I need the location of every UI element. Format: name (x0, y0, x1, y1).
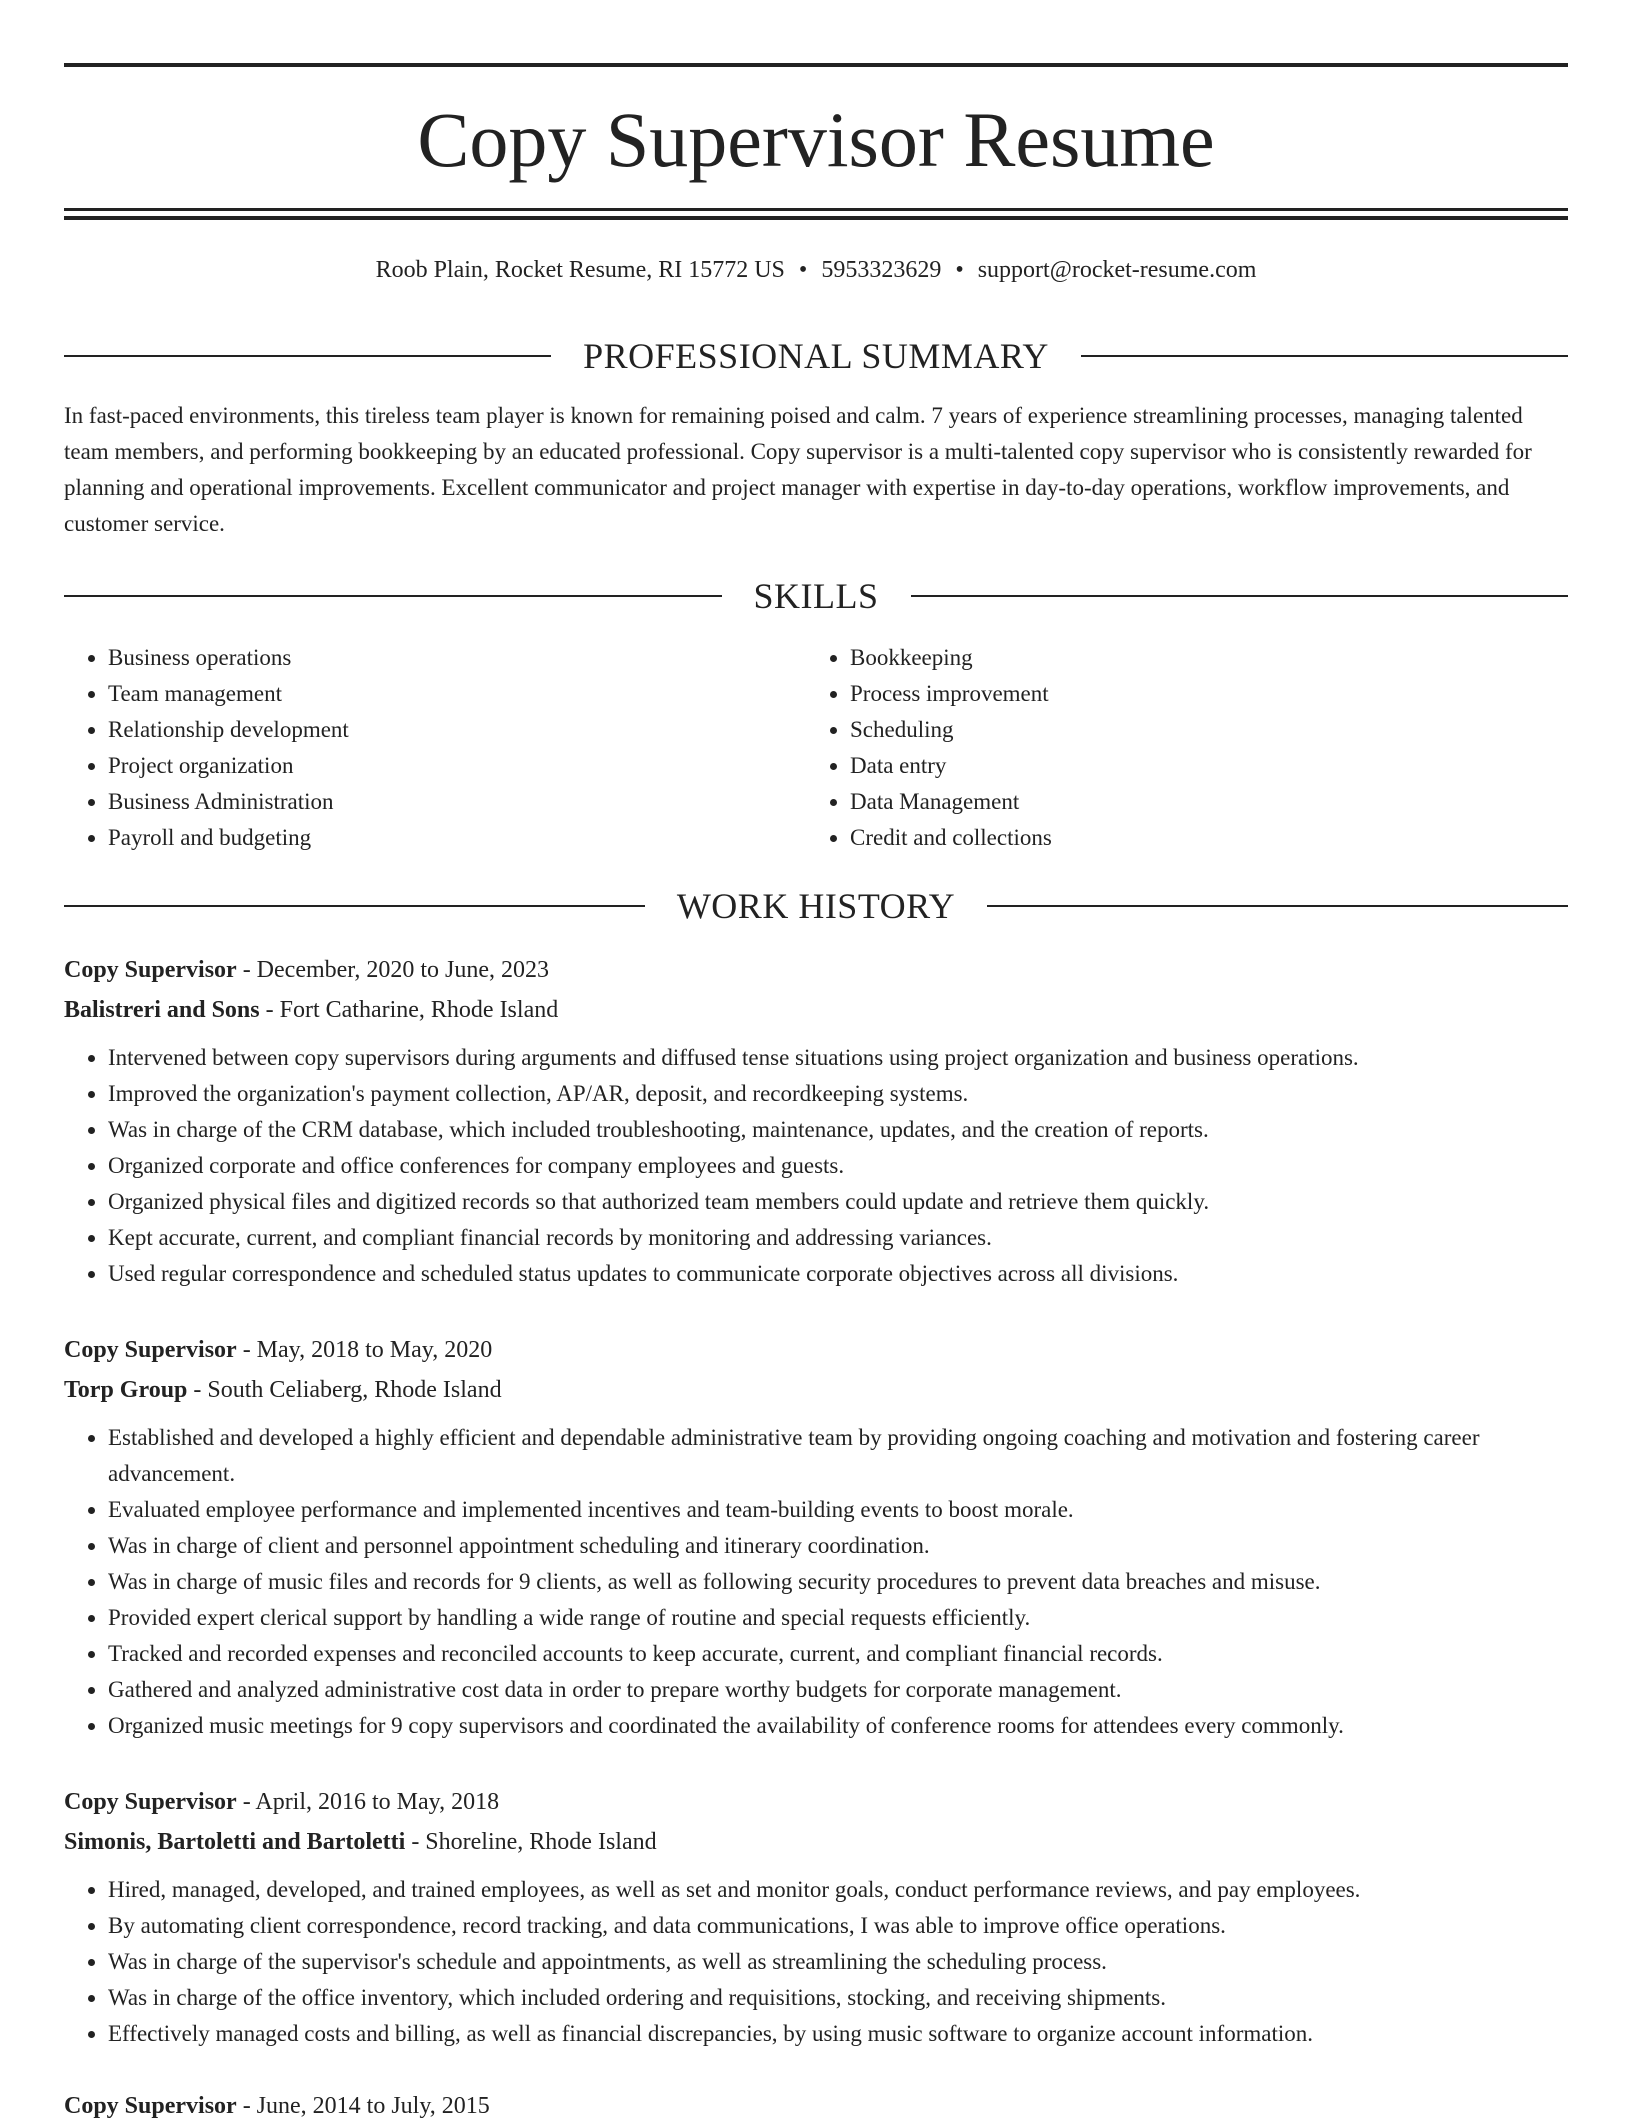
skill-item: • Process improvement (850, 676, 1548, 712)
job-bullet: • Was in charge of the CRM database, which included troubleshooting, maintenance, updates, and the creation of reports. (108, 1112, 1568, 1148)
job-bullet: • Evaluated employee performance and implemented incentives and team-building events to boost morale. (108, 1492, 1568, 1528)
job-dates: - December, 2020 to June, 2023 (236, 957, 549, 983)
skill-item: • Data Management (850, 784, 1548, 820)
job-dates: - May, 2018 to May, 2020 (236, 1337, 493, 1363)
job-bullet: • Was in charge of client and personnel appointment scheduling and itinerary coordination. (108, 1528, 1568, 1564)
contact-line (64, 252, 1568, 288)
job-bullet: • Organized physical files and digitized records so that authorized team members could update and retrieve them quickly. (108, 1184, 1568, 1220)
heading-rule-left (64, 355, 551, 357)
contact-separator: • (798, 257, 808, 283)
skill-item: • Team management (108, 676, 806, 712)
job-bullet: • Organized corporate and office conferences for company employees and guests. (108, 1148, 1568, 1184)
job-bullet: • Intervened between copy supervisors during arguments and diffused tense situations using project organization and business operations. (108, 1040, 1568, 1076)
job-bullet: • Kept accurate, current, and compliant financial records by monitoring and addressing variances. (108, 1220, 1568, 1256)
heading-rule-right (987, 905, 1568, 907)
job-bullets (64, 1420, 1568, 1744)
job-entry (64, 950, 1568, 1292)
skills-column-left (64, 640, 806, 856)
job-title-line (64, 950, 1568, 990)
job-bullet: • Used regular correspondence and scheduled status updates to communicate corporate objectives across all divisions. (108, 1256, 1568, 1292)
job-company-line (64, 990, 1568, 1030)
skill-item: • Relationship development (108, 712, 806, 748)
job-location: - Shoreline, Rhode Island (405, 1829, 657, 1855)
job-company: Balistreri and Sons (64, 997, 260, 1023)
job-dates: - June, 2014 to July, 2015 (236, 2093, 490, 2119)
job-company: Torp Group (64, 1377, 188, 1403)
heading-rule-right (911, 595, 1569, 597)
job-bullet: • Was in charge of the supervisor's schedule and appointments, as well as streamlining the scheduling process. (108, 1944, 1568, 1980)
skill-item: • Project organization (108, 748, 806, 784)
skill-item: • Credit and collections (850, 820, 1548, 856)
skill-item: • Scheduling (850, 712, 1548, 748)
top-rule (64, 63, 1568, 67)
skill-item: • Data entry (850, 748, 1548, 784)
skills-list (64, 640, 1568, 856)
job-location: - Fort Catharine, Rhode Island (259, 997, 559, 1023)
job-entry (64, 1330, 1568, 1744)
job-bullets (64, 1872, 1568, 2052)
job-bullet: • Gathered and analyzed administrative cost data in order to prepare worthy budgets for corporate management. (108, 1672, 1568, 1708)
summary-text: In fast-paced environments, this tireless team player is known for remaining poised and calm. 7 years of experience streamlining processes, managing talented team members, and performing bookkeeping by an educated professional. Copy supervisor is a multi-talented copy supervisor who is consistently rewarded for planning and operational improvements. Excellent communicator and project manager with expertise in day-to-day operations, workflow improvements, and customer service. (64, 403, 1532, 536)
job-bullets (64, 1040, 1568, 1292)
page-title: Copy Supervisor Resume (417, 96, 1215, 183)
contact-email: support@rocket-resume.com (977, 257, 1257, 283)
job-title: Copy Supervisor (64, 1337, 237, 1363)
job-title-line (64, 1782, 1568, 1822)
job-bullet: • Organized music meetings for 9 copy supervisors and coordinated the availability of conference rooms for attendees every commonly. (108, 1708, 1568, 1744)
work-history-heading (64, 884, 1568, 928)
contact-phone: 5953323629 (821, 257, 942, 283)
heading-rule-right (1081, 355, 1568, 357)
job-bullet: • Was in charge of music files and records for 9 clients, as well as following security procedures to prevent data breaches and misuse. (108, 1564, 1568, 1600)
skills-heading-label: SKILLS (753, 576, 879, 616)
job-entry (64, 2086, 1568, 2126)
work-history-heading-label: WORK HISTORY (676, 886, 956, 926)
job-company-line (64, 1822, 1568, 1862)
job-company: Simonis, Bartoletti and Bartoletti (64, 1829, 406, 1855)
skills-column-right (806, 640, 1548, 856)
job-bullet: • Improved the organization's payment collection, AP/AR, deposit, and recordkeeping systems. (108, 1076, 1568, 1112)
skill-item: • Payroll and budgeting (108, 820, 806, 856)
heading-rule-left (64, 905, 645, 907)
job-entry (64, 1782, 1568, 2052)
job-bullet: • By automating client correspondence, record tracking, and data communications, I was able to improve office operations. (108, 1908, 1568, 1944)
skill-item: • Business Administration (108, 784, 806, 820)
title-rule-upper (64, 208, 1568, 211)
job-dates: - April, 2016 to May, 2018 (236, 1789, 500, 1815)
job-title: Copy Supervisor (64, 957, 237, 983)
job-title: Copy Supervisor (64, 1789, 237, 1815)
job-company-line (64, 1370, 1568, 1410)
job-location: - South Celiaberg, Rhode Island (187, 1377, 502, 1403)
job-bullet: • Provided expert clerical support by handling a wide range of routine and special requests efficiently. (108, 1600, 1568, 1636)
skills-heading (64, 574, 1568, 618)
skill-item: • Bookkeeping (850, 640, 1548, 676)
contact-separator: • (955, 257, 964, 283)
heading-rule-left (64, 595, 722, 597)
job-bullet: • Effectively managed costs and billing, as well as financial discrepancies, by using music software to organize account information. (108, 2016, 1568, 2052)
summary-heading (64, 334, 1568, 378)
job-bullet: • Established and developed a highly efficient and dependable administrative team by providing ongoing coaching and motivation and fostering career advancement. (108, 1420, 1568, 1492)
job-title-line (64, 2086, 1568, 2126)
job-title-line (64, 1330, 1568, 1370)
skill-item: • Business operations (108, 640, 806, 676)
job-bullet: • Hired, managed, developed, and trained employees, as well as set and monitor goals, conduct performance reviews, and pay employees. (108, 1872, 1568, 1908)
job-title: Copy Supervisor (64, 2093, 237, 2119)
job-bullet: • Was in charge of the office inventory, which included ordering and requisitions, stocking, and receiving shipments. (108, 1980, 1568, 2016)
contact-address: Roob Plain, Rocket Resume, RI 15772 US (375, 257, 785, 283)
job-bullet: • Tracked and recorded expenses and reconciled accounts to keep accurate, current, and compliant financial records. (108, 1636, 1568, 1672)
title-rule-lower (64, 216, 1568, 220)
summary-heading-label: PROFESSIONAL SUMMARY (583, 336, 1049, 376)
